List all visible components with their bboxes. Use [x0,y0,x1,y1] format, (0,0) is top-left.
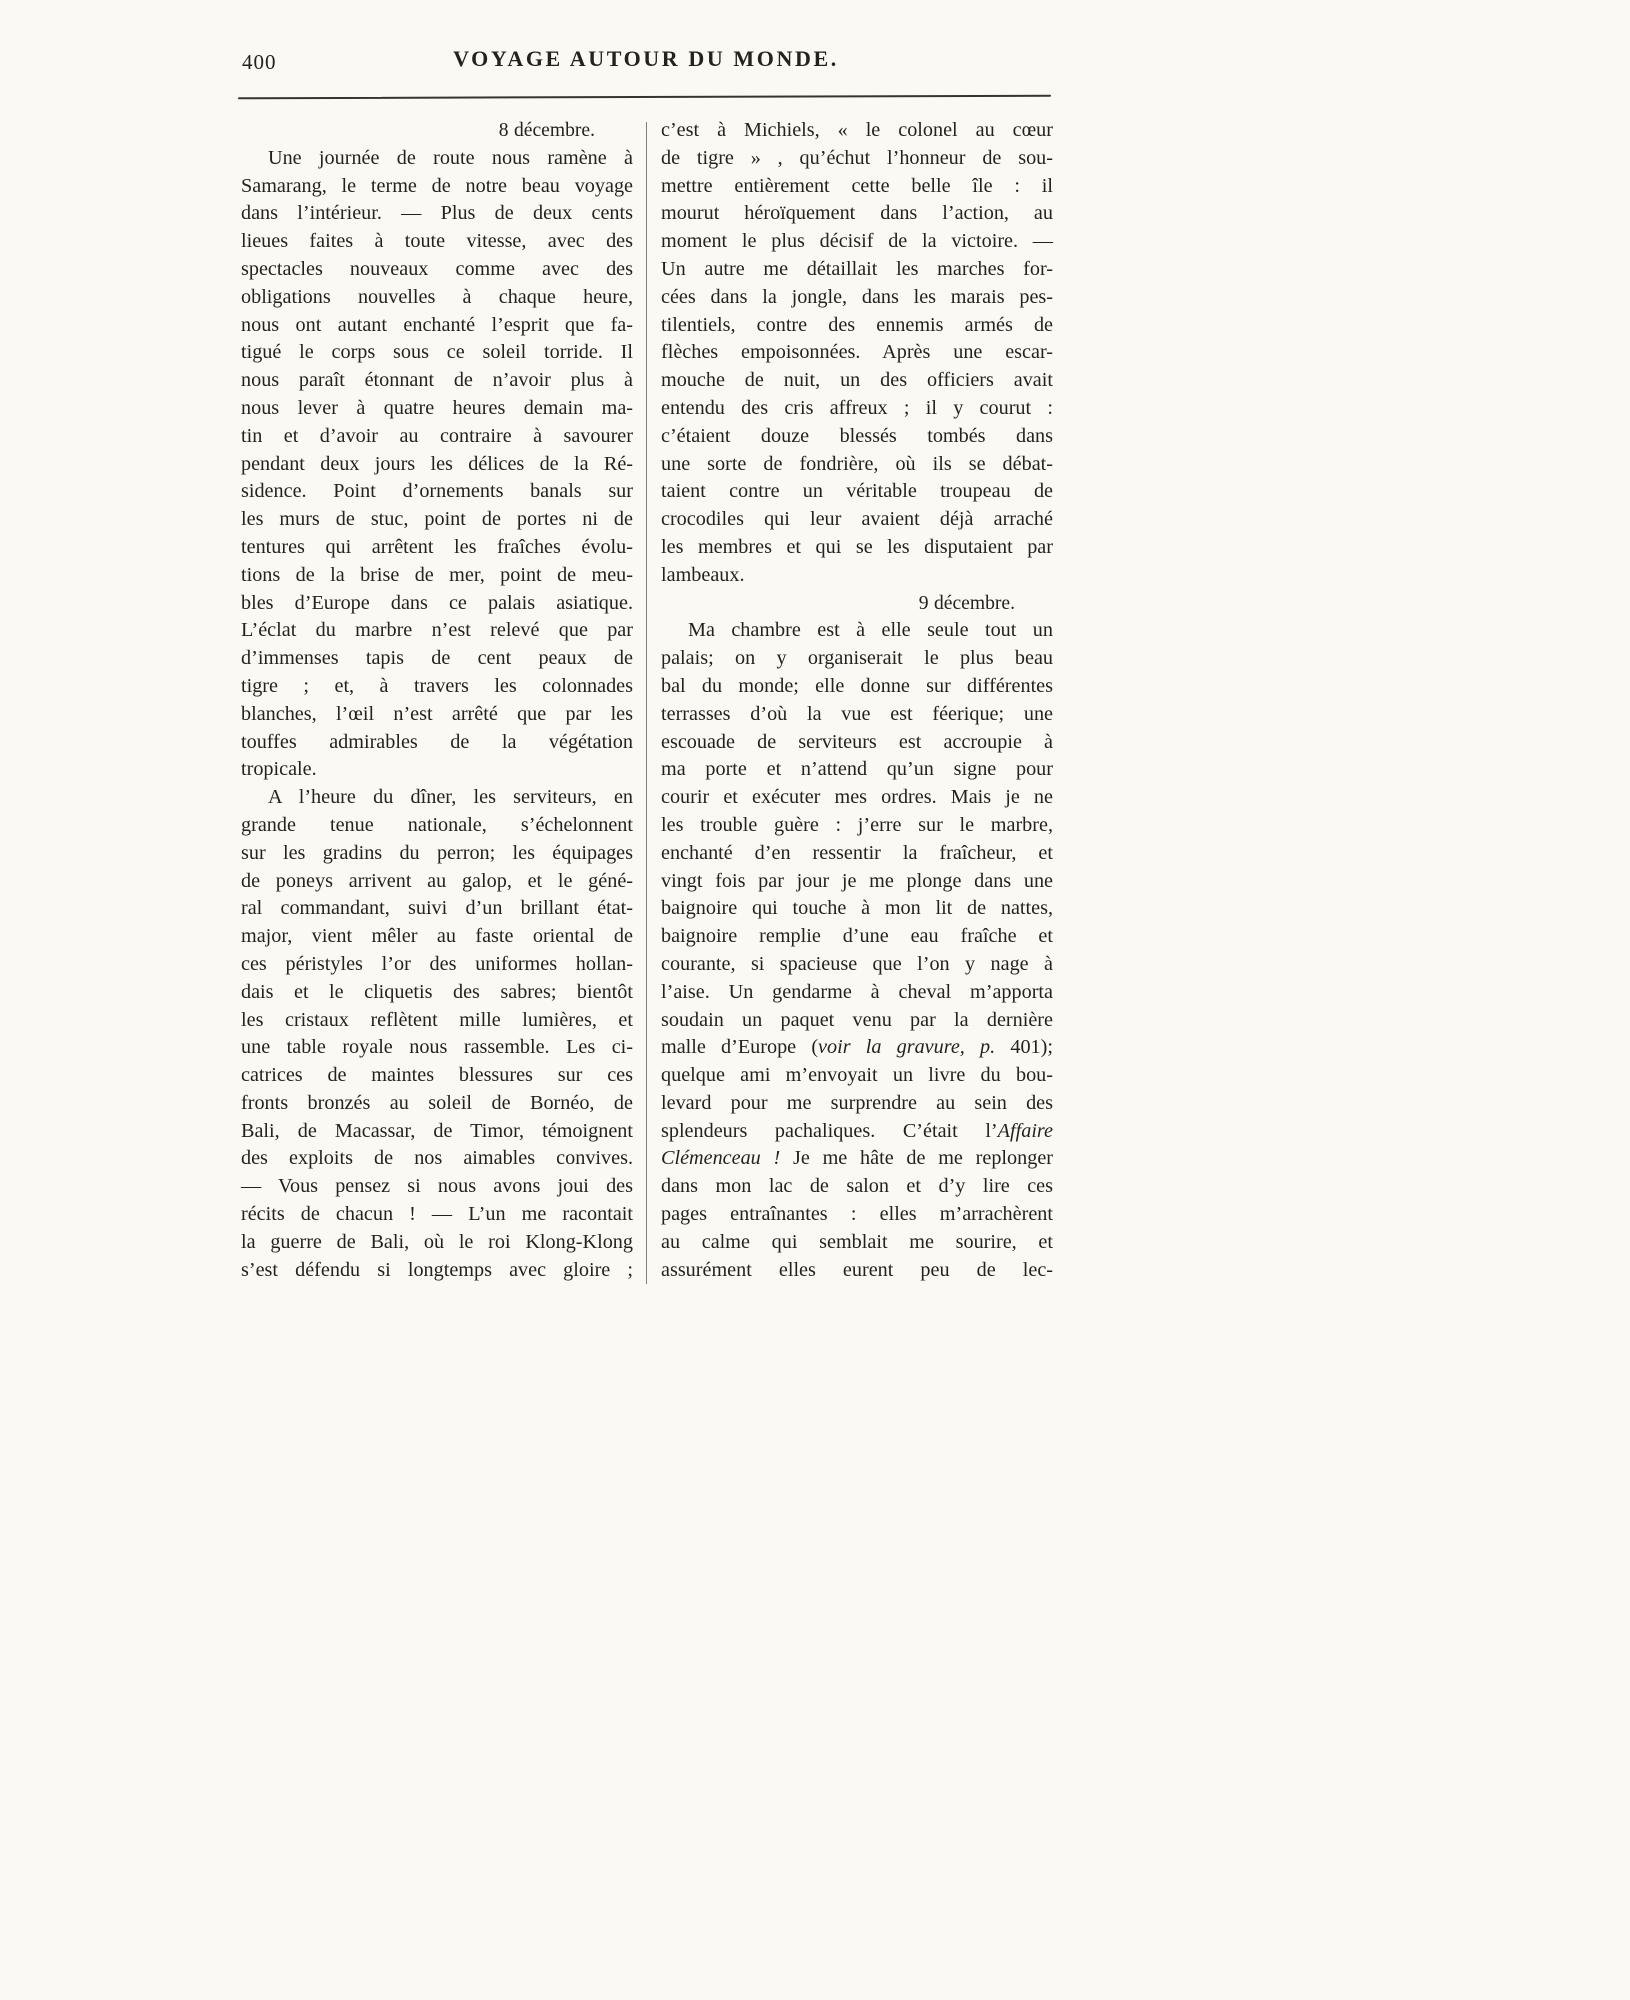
text-line: nous paraît étonnant de n’avoir plus à [241,369,633,392]
text-line: ral commandant, suivi d’un brillant état- [241,897,633,920]
left-column [241,117,633,1284]
text-line: lambeaux. [661,563,745,586]
text-line: Une journée de route nous ramène à [268,146,633,169]
text-line: vingt fois par jour je me plonge dans une [661,869,1053,892]
text-line: malle d’Europe (voir la gravure, p. 401); [661,1036,1053,1059]
text-line: pendant deux jours les délices de la Ré- [241,452,633,475]
text-line: bal du monde; elle donne sur différentes [661,674,1053,697]
header-rule [238,95,1051,100]
text-line: palais; on y organiserait le plus beau [661,647,1053,670]
text-line: L’éclat du marbre n’est relevé que par [241,619,633,642]
text-line: de tigre » , qu’échut l’honneur de sou- [661,146,1053,169]
text-line: touffes admirables de la végétation [241,730,633,753]
text-line: bles d’Europe dans ce palais asiatique. [241,591,633,614]
text-line: les trouble guère : j’erre sur le marbre, [661,813,1053,836]
text-line: nous lever à quatre heures demain ma- [241,396,633,419]
text-line: tentures qui arrêtent les fraîches évolu- [241,535,633,558]
text-line: la guerre de Bali, où le roi Klong-Klong [241,1230,633,1253]
text-line: sur les gradins du perron; les équipages [241,841,633,864]
text-line: lieues faites à toute vitesse, avec des [241,230,633,253]
text-line: courante, si spacieuse que l’on y nage à [661,952,1053,975]
text-line: s’est défendu si longtemps avec gloire ; [241,1258,633,1281]
text-line: enchanté d’en ressentir la fraîcheur, et [661,841,1053,864]
text-line: spectacles nouveaux comme avec des [241,257,633,280]
text-line: c’étaient douze blessés tombés dans [661,424,1053,447]
text-line: quelque ami m’envoyait un livre du bou- [661,1064,1053,1087]
text-line: tigre ; et, à travers les colonnades [241,674,633,697]
text-line: une table royale nous rassemble. Les ci- [241,1036,633,1059]
text-line: flèches empoisonnées. Après une escar- [661,341,1053,364]
text-line: escouade de serviteurs est accroupie à [661,730,1053,753]
text-line: de poneys arrivent au galop, et le géné- [241,869,633,892]
text-line: ma porte et n’attend qu’un signe pour [661,758,1053,781]
text-line: tropicale. [241,758,317,781]
running-title: VOYAGE AUTOUR DU MONDE. [453,46,839,71]
text-line: cées dans la jongle, dans les marais pes- [661,285,1053,308]
text-line: crocodiles qui leur avaient déjà arraché [661,508,1053,531]
text-line: pages entraînantes : elles m’arrachèrent [661,1203,1053,1226]
text-line: mouche de nuit, un des officiers avait [661,369,1053,392]
text-line: Ma chambre est à elle seule tout un [688,619,1053,642]
text-line: blanches, l’œil n’est arrêté que par les [241,702,633,725]
text-line: major, vient mêler au faste oriental de [241,925,633,948]
text-line: tilentiels, contre des ennemis armés de [661,313,1053,336]
text-line: c’est à Michiels, « le colonel au cœur [661,119,1053,141]
text-line: courir et exécuter mes ordres. Mais je ne [661,786,1053,809]
text-line: A l’heure du dîner, les serviteurs, en [268,786,633,809]
text-line: tions de la brise de mer, point de meu- [241,563,633,586]
text-line: mourut héroïquement dans l’action, au [661,202,1053,225]
right-column [661,117,1053,1284]
text-line: terrasses d’où la vue est féerique; une [661,702,1053,725]
text-line: baignoire qui touche à mon lit de nattes, [661,897,1053,920]
text-line: Samarang, le terme de notre beau voyage [241,174,633,197]
text-line: dans mon lac de salon et d’y lire ces [661,1175,1053,1198]
text-line: une sorte de fondrière, où ils se débat- [661,452,1053,475]
text-line: catrices de maintes blessures sur ces [241,1064,633,1087]
text-line: splendeurs pachaliques. C’était l’Affaire [661,1119,1053,1142]
text-line: nous ont autant enchanté l’esprit que fa- [241,313,633,336]
date-heading: 9 décembre. [918,592,1015,614]
text-line: baignoire remplie d’une eau fraîche et [661,925,1053,948]
text-line: moment le plus décisif de la victoire. — [661,230,1053,253]
text-line: mettre entièrement cette belle île : il [661,174,1053,197]
text-line: entendu des cris affreux ; il y courut : [661,396,1053,419]
text-line: fronts bronzés au soleil de Bornéo, de [241,1091,633,1114]
text-line: dais et le cliquetis des sabres; bientôt [241,980,633,1003]
text-line: des exploits de nos aimables convives. [241,1147,633,1170]
text-line: — Vous pensez si nous avons joui des [241,1175,633,1198]
text-line: les cristaux reflètent mille lumières, et [241,1008,633,1031]
text-line: tigué le corps sous ce soleil torride. Il [241,341,633,364]
column-divider [646,122,647,1284]
text-line: assurément elles eurent peu de lec- [661,1258,1053,1281]
text-line: l’aise. Un gendarme à cheval m’apporta [661,980,1053,1003]
text-line: Bali, de Macassar, de Timor, témoignent [241,1119,633,1142]
text-line: les membres et qui se les disputaient par [661,535,1053,558]
text-line: Un autre me détaillait les marches for- [661,257,1053,280]
text-line: Clémenceau ! Je me hâte de me replonger [661,1147,1054,1170]
text-line: obligations nouvelles à chaque heure, [241,285,633,308]
text-line: grande tenue nationale, s’échelonnent [241,813,633,836]
page-number: 400 [242,50,277,74]
text-line: tin et d’avoir au contraire à savourer [241,424,633,447]
text-line: les murs de stuc, point de portes ni de [241,508,633,531]
text-line: levard pour me surprendre au sein des [661,1091,1053,1114]
text-line: d’immenses tapis de cent peaux de [241,647,633,670]
text-line: sidence. Point d’ornements banals sur [241,480,633,503]
text-line: ces péristyles l’or des uniformes hollan- [241,952,633,975]
text-line: récits de chacun ! — L’un me racontait [241,1203,633,1226]
text-line: soudain un paquet venu par la dernière [661,1008,1053,1031]
text-line: taient contre un véritable troupeau de [661,480,1053,503]
text-line: dans l’intérieur. — Plus de deux cents [241,202,633,225]
date-heading: 8 décembre. [498,120,595,141]
text-line: au calme qui semblait me sourire, et [661,1230,1053,1253]
